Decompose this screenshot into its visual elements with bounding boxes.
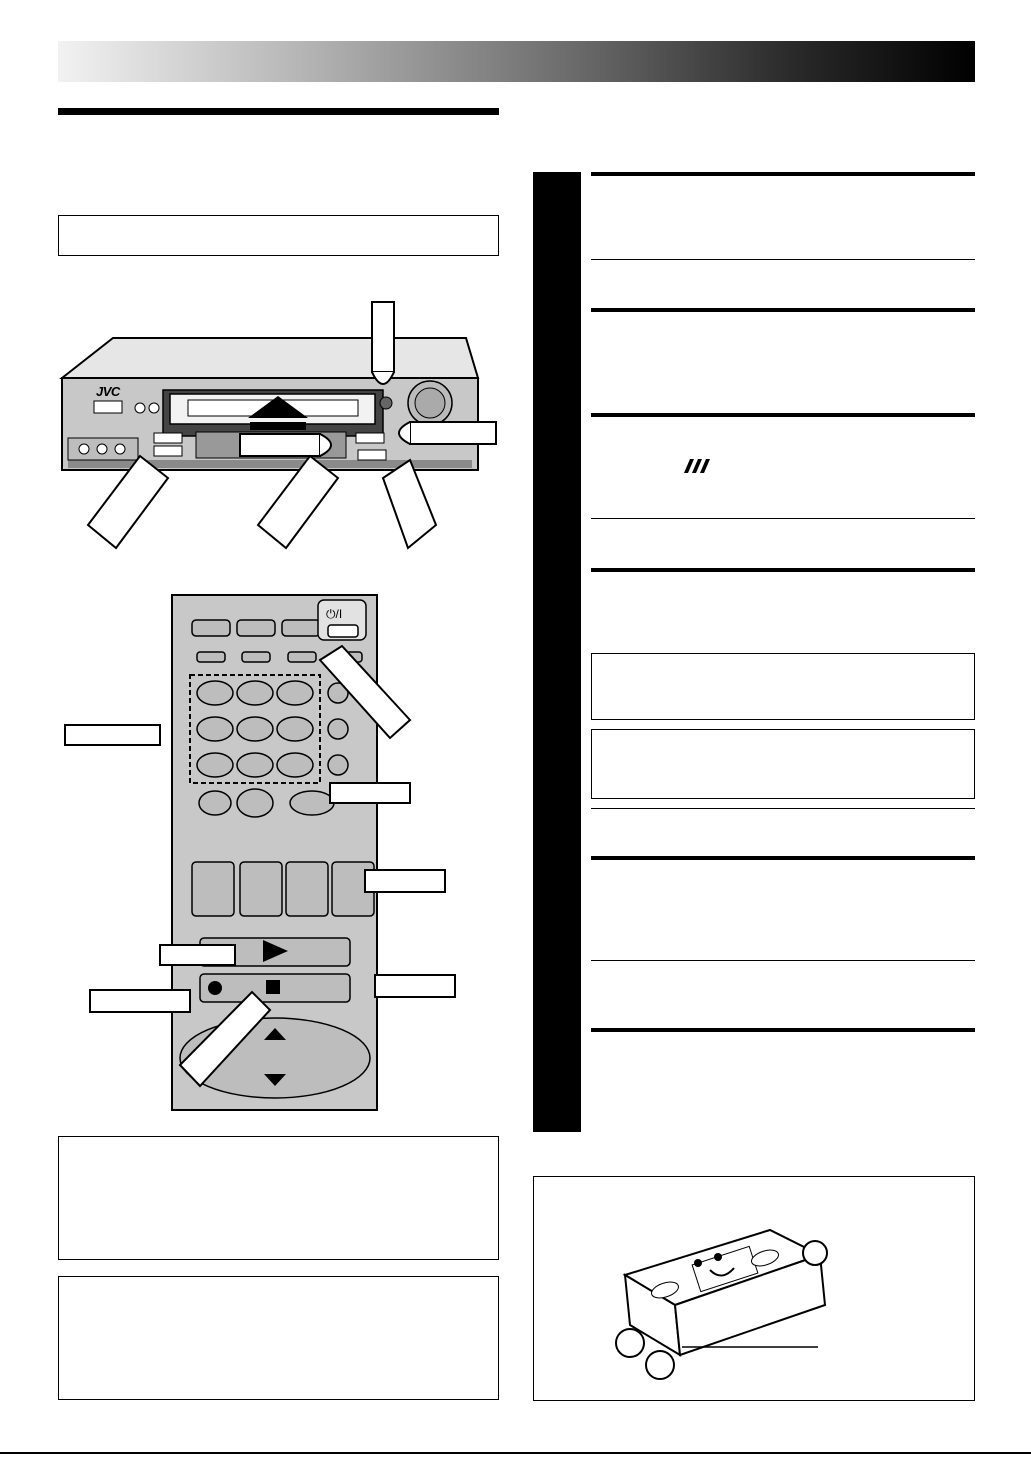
- remote-power-label: ⏻/I: [326, 607, 343, 621]
- step-rule-6: [591, 1028, 975, 1032]
- section-title-rule: [58, 108, 499, 115]
- step-rule-3: [591, 413, 975, 417]
- step-divider-4: [591, 960, 975, 961]
- step-divider-3: [591, 808, 975, 809]
- step-note-box-2: [591, 729, 975, 799]
- cassette-illustration: [600, 1225, 840, 1395]
- step-divider-2: [591, 518, 975, 519]
- slash-icon: [680, 459, 710, 473]
- remote-illustration: [60, 590, 460, 1115]
- note-box-bottom: [58, 1276, 499, 1400]
- step-rule-5: [591, 856, 975, 860]
- step-rule-2: [591, 308, 975, 312]
- step-divider-1: [591, 259, 975, 260]
- side-tab: [533, 172, 581, 1132]
- note-box-top: [58, 215, 499, 256]
- note-box-middle: [58, 1136, 499, 1260]
- vcr-brand-label: JVC: [96, 384, 120, 399]
- vcr-illustration: [58, 300, 503, 550]
- step-rule-4: [591, 568, 975, 572]
- step-note-box-1: [591, 653, 975, 720]
- page-header-bar: [58, 41, 975, 82]
- step-rule-1: [591, 172, 975, 176]
- page-bottom-rule: [0, 1452, 1031, 1454]
